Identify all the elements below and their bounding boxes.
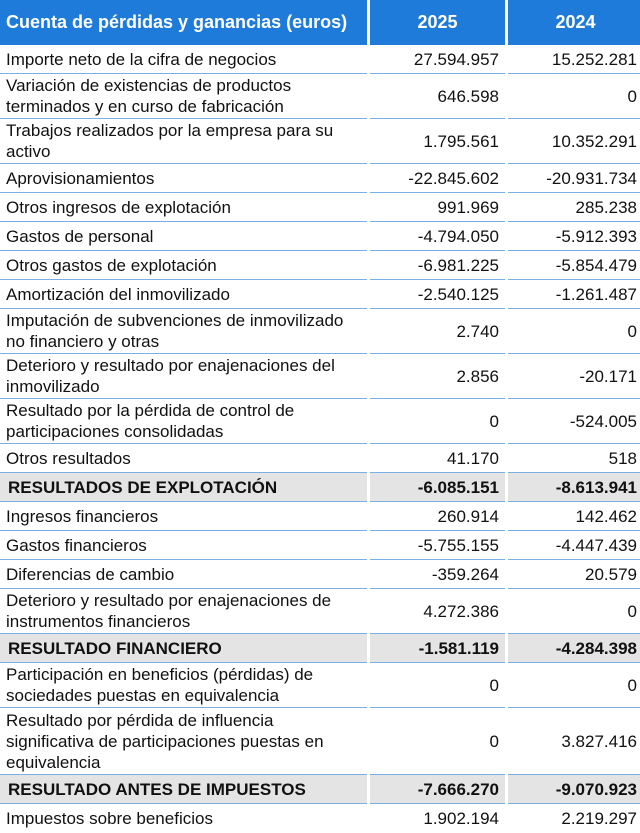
row-label: Aprovisionamientos <box>0 164 367 193</box>
value-2025: 1.795.561 <box>370 119 505 164</box>
value-2024: -5.854.479 <box>508 251 640 280</box>
value-2025: 0 <box>370 663 505 708</box>
column-header-2025: 2025 <box>370 0 505 45</box>
value-2025: -6.085.151 <box>370 473 505 502</box>
value-2025: 991.969 <box>370 193 505 222</box>
row-label: Gastos de personal <box>0 222 367 251</box>
value-2025: -22.845.602 <box>370 164 505 193</box>
table-row <box>0 193 640 222</box>
table-row <box>0 663 640 708</box>
value-2024: 2.219.297 <box>561 808 637 828</box>
row-label: Diferencias de cambio <box>0 560 367 589</box>
value-2024: 285.238 <box>508 193 640 222</box>
value-2024: -20.931.734 <box>508 164 640 193</box>
table-row <box>0 560 640 589</box>
row-label: Amortización del inmovilizado <box>0 280 367 309</box>
row-label: Variación de existencias de productos terminados y en curso de fabricación <box>0 74 367 119</box>
table-row <box>0 164 640 193</box>
value-2025: -1.581.119 <box>370 634 505 663</box>
table-row <box>0 280 640 309</box>
value-2025: 4.272.386 <box>370 589 505 634</box>
row-label: Otros resultados <box>0 444 367 473</box>
value-2025: -2.540.125 <box>370 280 505 309</box>
row-label: Ingresos financieros <box>0 502 367 531</box>
column-header-2024: 2024 <box>508 0 640 45</box>
value-2024: 0 <box>508 309 640 354</box>
row-label: Gastos financieros <box>0 531 367 560</box>
value-2025: -5.755.155 <box>370 531 505 560</box>
row-label: Resultado por la pérdida de control de participaciones consolidadas <box>0 399 367 444</box>
value-2025: -359.264 <box>370 560 505 589</box>
row-label: Deterioro y resultado por enajenaciones de instrumentos financieros <box>0 589 367 634</box>
value-2025: 2.856 <box>370 354 505 399</box>
row-label: Impuestos sobre beneficios <box>6 808 213 828</box>
table-row <box>0 399 640 444</box>
value-2025: 0 <box>370 399 505 444</box>
table-title: Cuenta de pérdidas y ganancias (euros) <box>0 0 367 45</box>
table-row <box>0 531 640 560</box>
value-2024: -1.261.487 <box>508 280 640 309</box>
row-label: Importe neto de la cifra de negocios <box>0 45 367 74</box>
value-2025: 646.598 <box>370 74 505 119</box>
value-2024: 20.579 <box>508 560 640 589</box>
value-2024: 3.827.416 <box>508 708 640 775</box>
row-label: Imputación de subvenciones de inmovilizado no financiero y otras <box>0 309 367 354</box>
row-label: Participación en beneficios (pérdidas) de sociedades puestas en equivalencia <box>0 663 367 708</box>
value-2025: 2.740 <box>370 309 505 354</box>
total-row-pretax-result <box>0 775 640 804</box>
table-row <box>0 444 640 473</box>
value-2024: -4.284.398 <box>508 634 640 663</box>
table-row <box>0 804 640 832</box>
total-row-operating-results <box>0 473 640 502</box>
table-row <box>0 354 640 399</box>
value-2024: -5.912.393 <box>508 222 640 251</box>
table-header-row <box>0 0 640 45</box>
value-2025: 41.170 <box>370 444 505 473</box>
row-label: Otros ingresos de explotación <box>0 193 367 222</box>
row-label: Trabajos realizados por la empresa para su activo <box>0 119 367 164</box>
value-2025: -6.981.225 <box>370 251 505 280</box>
row-label: RESULTADOS DE EXPLOTACIÓN <box>0 473 367 502</box>
value-2024: -9.070.923 <box>508 775 640 804</box>
value-2024: 142.462 <box>508 502 640 531</box>
row-label: Resultado por pérdida de influencia significativa de participaciones puestas en equivalencia <box>0 708 367 775</box>
value-2025: -4.794.050 <box>370 222 505 251</box>
value-2025: 1.902.194 <box>423 808 499 828</box>
value-2025: -7.666.270 <box>370 775 505 804</box>
value-2025: 260.914 <box>370 502 505 531</box>
value-2025: 0 <box>370 708 505 775</box>
table-row <box>0 74 640 119</box>
value-2024: 10.352.291 <box>508 119 640 164</box>
value-2024: -20.171 <box>508 354 640 399</box>
value-2024: -524.005 <box>508 399 640 444</box>
table-row <box>0 222 640 251</box>
table-row <box>0 589 640 634</box>
table-row <box>0 119 640 164</box>
row-label: Otros gastos de explotación <box>0 251 367 280</box>
table-row <box>0 251 640 280</box>
total-row-financial-result <box>0 634 640 663</box>
value-2024: 0 <box>508 589 640 634</box>
value-2024: -8.613.941 <box>508 473 640 502</box>
value-2024: 0 <box>508 663 640 708</box>
value-2024: 15.252.281 <box>508 45 640 74</box>
value-2024: 0 <box>508 74 640 119</box>
row-label: RESULTADO ANTES DE IMPUESTOS <box>0 775 367 804</box>
row-label: Deterioro y resultado por enajenaciones del inmovilizado <box>0 354 367 399</box>
value-2025: 27.594.957 <box>370 45 505 74</box>
value-2024: 518 <box>508 444 640 473</box>
table-row <box>0 45 640 74</box>
value-2024: -4.447.439 <box>508 531 640 560</box>
table-row <box>0 502 640 531</box>
table-row <box>0 309 640 354</box>
table-row <box>0 708 640 775</box>
row-label: RESULTADO FINANCIERO <box>0 634 367 663</box>
